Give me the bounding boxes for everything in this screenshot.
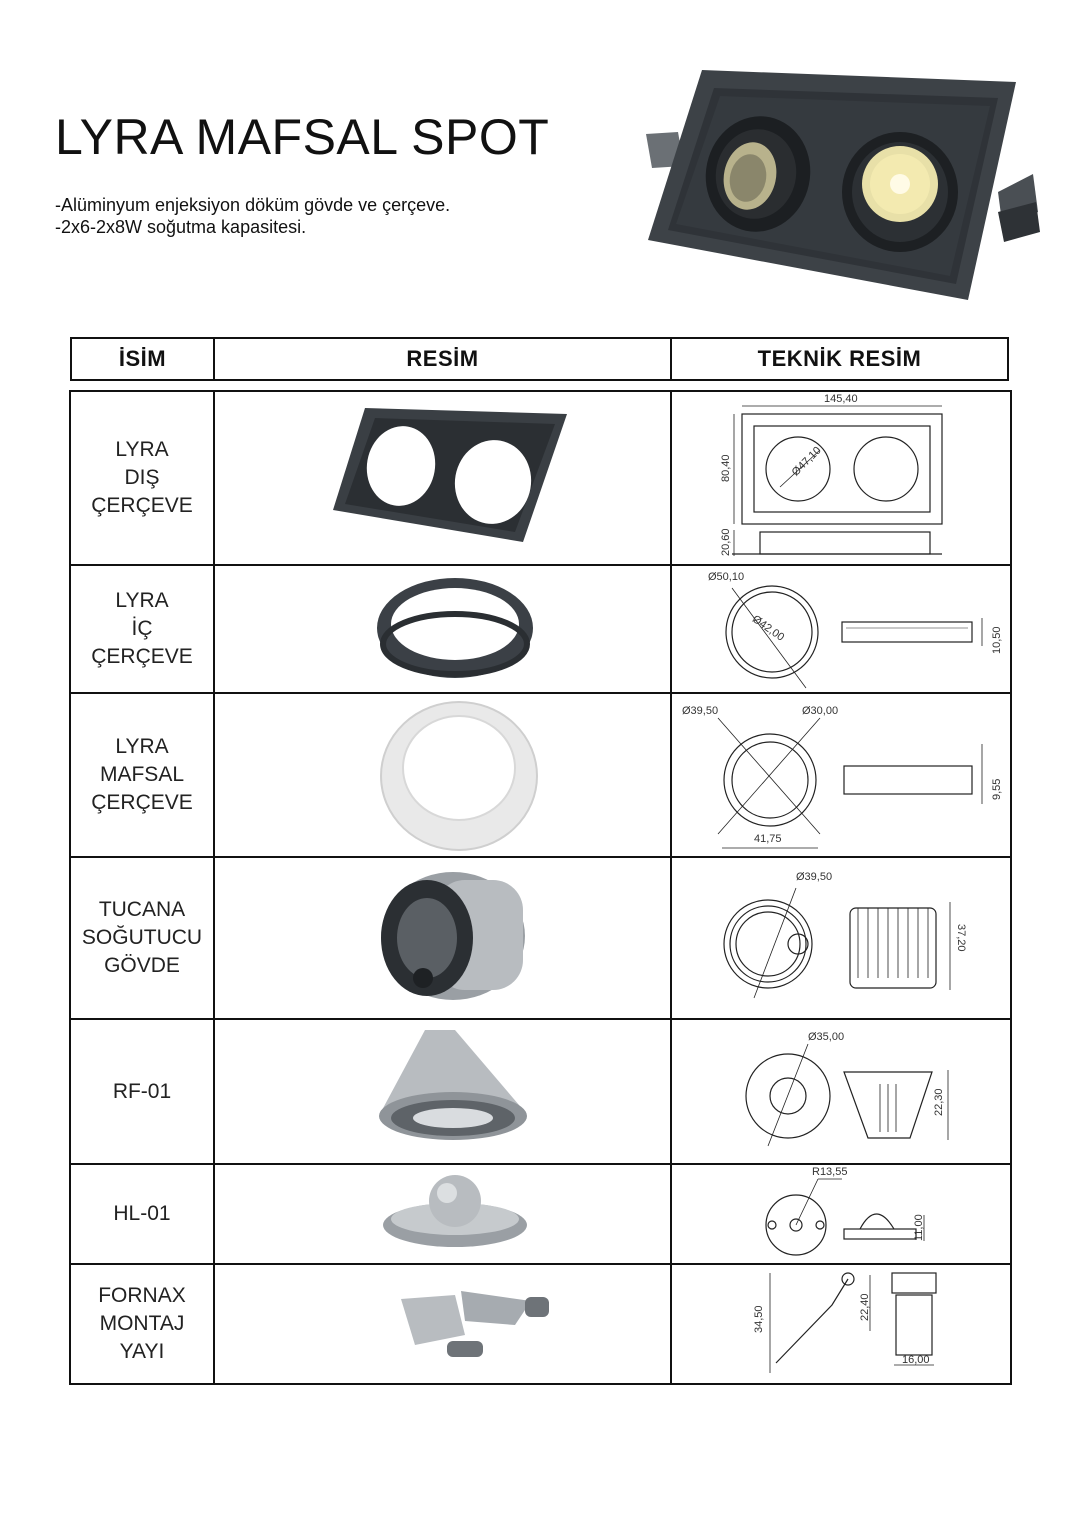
technical-drawing-cell [672, 694, 1010, 856]
svg-text:Ø39,50: Ø39,50 [682, 705, 719, 717]
table-row [71, 694, 1010, 858]
technical-drawing-cell [672, 1165, 1010, 1263]
outer-frame-image [215, 392, 672, 564]
table-row [71, 566, 1010, 694]
part-name-cell: LYRA DIŞ ÇERÇEVE [71, 392, 215, 564]
svg-text:Ø47,10: Ø47,10 [789, 444, 824, 479]
mounting-spring-drawing [672, 1265, 1010, 1381]
inner-ring-image [215, 566, 672, 692]
svg-text:Ø35,00: Ø35,00 [808, 1031, 845, 1043]
feature-line: -Alüminyum enjeksiyon döküm gövde ve çerçeve. [55, 195, 451, 215]
part-image-cell [215, 392, 672, 564]
svg-text:9,55: 9,55 [991, 778, 1003, 800]
svg-text:R13,55: R13,55 [812, 1166, 848, 1178]
header-image: RESİM [215, 339, 672, 379]
holder-image [215, 1165, 672, 1263]
page-title: LYRA MAFSAL SPOT [55, 109, 550, 165]
svg-text:37,20: 37,20 [955, 924, 967, 952]
part-name-cell: TUCANA SOĞUTUCU GÖVDE [71, 858, 215, 1018]
part-name-cell: LYRA İÇ ÇERÇEVE [71, 566, 215, 692]
technical-drawing-cell [672, 858, 1010, 1018]
svg-text:16,00: 16,00 [902, 1354, 930, 1366]
part-image-cell [215, 566, 672, 692]
svg-text:145,40: 145,40 [824, 393, 858, 405]
part-image-cell [215, 1020, 672, 1163]
table-row [71, 392, 1010, 566]
svg-text:11,00: 11,00 [913, 1214, 925, 1241]
part-image-cell [215, 1165, 672, 1263]
inner-ring-drawing [672, 566, 1010, 692]
svg-text:10,50: 10,50 [991, 626, 1003, 654]
table-header [70, 337, 1009, 381]
svg-text:Ø39,50: Ø39,50 [796, 871, 833, 883]
heatsink-image [215, 858, 672, 1018]
reflector-image [215, 1020, 672, 1163]
table-row [71, 1165, 1010, 1265]
gimbal-ring-image [215, 694, 672, 856]
svg-text:22,30: 22,30 [933, 1088, 945, 1116]
heatsink-drawing [672, 858, 1010, 1018]
part-name-cell: FORNAX MONTAJ YAYI [71, 1265, 215, 1383]
feature-list [55, 194, 450, 238]
svg-text:22,40: 22,40 [859, 1293, 871, 1321]
header-name: İSİM [72, 339, 215, 379]
table-row [71, 1020, 1010, 1165]
part-name-cell: HL-01 [71, 1165, 215, 1263]
part-image-cell [215, 858, 672, 1018]
svg-text:80,40: 80,40 [720, 454, 732, 482]
reflector-drawing [672, 1020, 1010, 1163]
part-image-cell [215, 1265, 672, 1383]
svg-text:41,75: 41,75 [754, 833, 782, 845]
header-technical: TEKNİK RESİM [757, 346, 922, 371]
svg-text:34,50: 34,50 [753, 1305, 765, 1333]
part-image-cell [215, 694, 672, 856]
svg-text:20,60: 20,60 [720, 528, 732, 556]
gimbal-ring-drawing [672, 694, 1010, 856]
hero-product-image [638, 62, 1048, 312]
outer-frame-drawing [672, 392, 1010, 564]
technical-drawing-cell [672, 1265, 1010, 1383]
holder-drawing [672, 1165, 1010, 1263]
part-name-cell: LYRA MAFSAL ÇERÇEVE [71, 694, 215, 856]
technical-drawing-cell [672, 392, 1010, 564]
technical-drawing-cell [672, 1020, 1010, 1163]
part-name-cell: RF-01 [71, 1020, 215, 1163]
technical-drawing-cell [672, 566, 1010, 692]
feature-line: -2x6-2x8W soğutma kapasitesi. [55, 217, 307, 237]
parts-table [69, 390, 1012, 1385]
svg-text:Ø50,10: Ø50,10 [708, 571, 745, 583]
mounting-spring-image [215, 1265, 672, 1381]
svg-text:Ø42,00: Ø42,00 [749, 613, 787, 644]
table-row [71, 858, 1010, 1020]
svg-text:Ø30,00: Ø30,00 [802, 705, 839, 717]
table-row [71, 1265, 1010, 1383]
